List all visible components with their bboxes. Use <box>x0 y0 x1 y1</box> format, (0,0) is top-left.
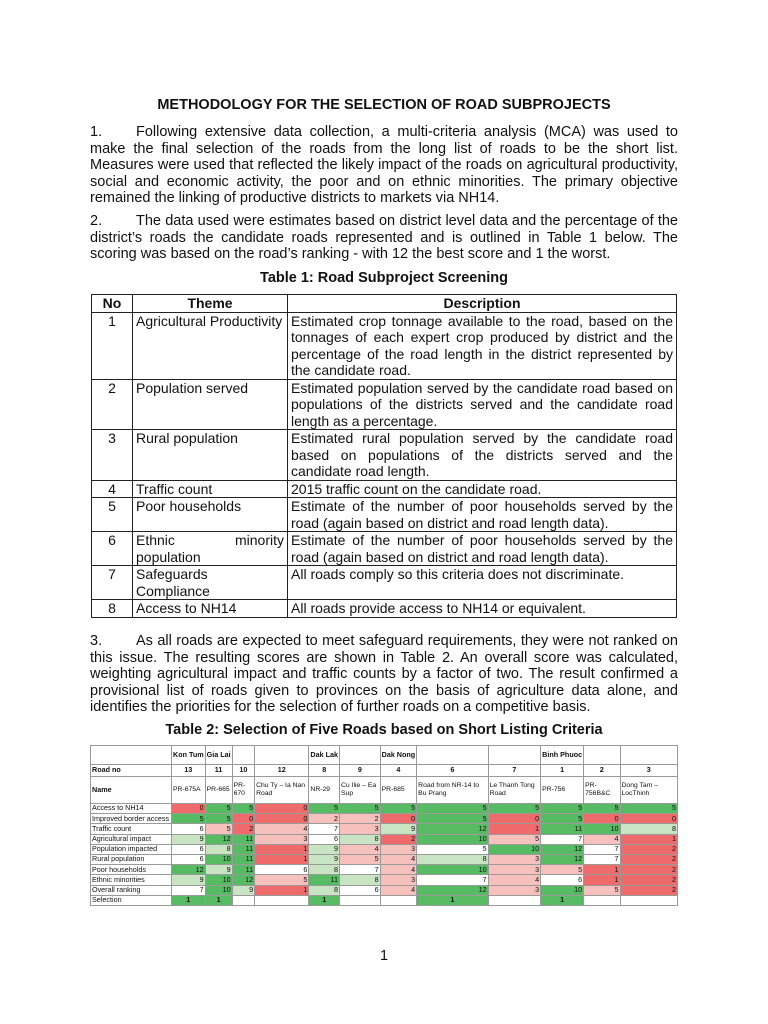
table-2-selection-cell: 1 <box>541 895 584 905</box>
table-1-row <box>92 600 677 618</box>
table-2-score-cell: 8 <box>417 854 488 864</box>
table-2-selection-label: Selection <box>91 895 172 905</box>
table-2-score-cell: 8 <box>340 875 381 885</box>
page-title: METHODOLOGY FOR THE SELECTION OF ROAD SUBPROJECTS <box>157 97 611 113</box>
table-2-criteria-label: Improved border access <box>91 814 172 824</box>
paragraph-2 <box>90 213 678 263</box>
table-2-score-cell: 5 <box>205 814 232 824</box>
table-1-row <box>92 312 677 379</box>
table-2-score-cell: 9 <box>309 854 340 864</box>
table-2-score-cell: 2 <box>380 834 417 844</box>
table-2-score-cell: 5 <box>417 814 488 824</box>
paragraph-1-text: Following extensive data collection, a multi-criteria analysis (MCA) was used to make the final selection of the roads from the long list of roads to be the short list. Measures were used that reflected the likely impact of the roads on agricultural productivity, social and economic activity, the poor and on ethnic minorities. The primary objective remained the linking of productive districts to markets via NH14. <box>90 124 678 206</box>
table-1-cell-no: 7 <box>92 566 133 600</box>
table-2-road-no-cell: 7 <box>488 765 541 777</box>
table-2-score-cell: 8 <box>620 824 678 834</box>
table-1-cell-theme: Rural population <box>133 430 288 481</box>
table-2-road-no-cell: 10 <box>232 765 255 777</box>
paragraph-1-number: 1. <box>90 124 103 140</box>
table-2-score-cell: 11 <box>232 844 255 854</box>
table-2-road-no-cell: 4 <box>380 765 417 777</box>
table-2-score-cell: 7 <box>584 844 620 854</box>
table-1-cell-description: Estimate of the number of poor households served by the road (again based on district and road length data). <box>288 498 677 532</box>
table-2-criteria-row <box>91 854 678 864</box>
table-2-road-no-label: Road no <box>91 765 172 777</box>
table-2-province-cell: Kon Tum <box>172 746 206 765</box>
table-2-score-cell: 0 <box>488 814 541 824</box>
table-2-road-name-cell: PR-756B&C <box>584 777 620 804</box>
table-2-province-cell: Binh Phuoc <box>541 746 584 765</box>
table-1-cell-theme: Safeguards Compliance <box>133 566 288 600</box>
table-2-criteria-label: Agricultural impact <box>91 834 172 844</box>
table-2-score-cell: 11 <box>232 834 255 844</box>
table-1-cell-theme: Poor households <box>133 498 288 532</box>
table-2-road-name-cell: PR-675A <box>172 777 206 804</box>
table-2-score-cell: 11 <box>541 824 584 834</box>
table-2-selection-cell <box>584 895 620 905</box>
table-2-score-cell: 6 <box>172 844 206 854</box>
table-2-province-cell <box>232 746 255 765</box>
table-2-score-cell: 3 <box>488 865 541 875</box>
paragraph-2-number: 2. <box>90 213 103 229</box>
table-1-cell-theme: Agricultural Productivity <box>133 312 288 379</box>
table-1-caption: Table 1: Road Subproject Screening <box>260 270 508 286</box>
table-2-score-cell: 7 <box>417 875 488 885</box>
table-2-selection-row <box>91 895 678 905</box>
table-2-road-name-cell: Dong Tam – LocThinh <box>620 777 678 804</box>
table-2-score-cell: 9 <box>205 865 232 875</box>
table-2-score-cell: 3 <box>380 875 417 885</box>
table-2-road-no-cell: 13 <box>172 765 206 777</box>
table-2-score-cell: 2 <box>232 824 255 834</box>
table-2-score-cell: 2 <box>620 854 678 864</box>
table-2-score-cell: 5 <box>205 804 232 814</box>
table-2-score-cell: 10 <box>205 875 232 885</box>
table-2-score-cell: 0 <box>255 814 309 824</box>
table-1-cell-description: Estimated rural population served by the candidate road based on populations of the districts served and the candidate road length. <box>288 430 677 481</box>
table-2-score-cell: 5 <box>488 804 541 814</box>
table-2-score-cell: 0 <box>255 804 309 814</box>
table-2-score-cell: 5 <box>380 804 417 814</box>
table-2-road-name-cell: Cu Ilie – Ea Sup <box>340 777 381 804</box>
table-2-score-cell: 1 <box>255 854 309 864</box>
table-2-score-cell: 7 <box>541 834 584 844</box>
page-number: 1 <box>379 948 389 964</box>
table-2-score-cell: 2 <box>620 844 678 854</box>
table-2-score-cell: 5 <box>584 804 620 814</box>
table-2-score-cell: 10 <box>205 885 232 895</box>
table-2-selection-cell <box>488 895 541 905</box>
table-2-score-cell: 0 <box>380 814 417 824</box>
table-2-score-cell: 1 <box>488 824 541 834</box>
table-2-score-cell: 0 <box>232 814 255 824</box>
table-1-cell-description: Estimated population served by the candidate road based on populations of the districts served and the candidate road length as a percentage. <box>288 379 677 430</box>
table-2-criteria-label: Poor households <box>91 865 172 875</box>
table-2-criteria-row <box>91 885 678 895</box>
table-2-score-cell: 12 <box>205 834 232 844</box>
table-2-road-name-cell: PR-685 <box>380 777 417 804</box>
table-1-row <box>92 430 677 481</box>
table-2-selection-cell: 1 <box>417 895 488 905</box>
table-2-score-cell: 5 <box>232 804 255 814</box>
road-selection-table <box>90 745 678 906</box>
table-2-province-cell <box>620 746 678 765</box>
table-2-score-cell: 5 <box>584 885 620 895</box>
table-1-cell-description: Estimated crop tonnage available to the road, based on the tonnages of each expert crop produced by district and the percentage of the road length in the district represented by the candidate road. <box>288 312 677 379</box>
table-2-road-name-cell: PR-756 <box>541 777 584 804</box>
table-2-score-cell: 5 <box>541 804 584 814</box>
table-2-score-cell: 4 <box>380 885 417 895</box>
table-1-row <box>92 379 677 430</box>
table-2-score-cell: 5 <box>417 804 488 814</box>
table-2-score-cell: 1 <box>584 875 620 885</box>
table-2-selection-cell <box>620 895 678 905</box>
table-1-cell-no: 5 <box>92 498 133 532</box>
table-2-score-cell: 5 <box>417 844 488 854</box>
table-2-score-cell: 10 <box>541 885 584 895</box>
table-2-selection-cell <box>232 895 255 905</box>
table-2-selection-cell <box>340 895 381 905</box>
table-2-score-cell: 3 <box>340 824 381 834</box>
table-2-score-cell: 7 <box>172 885 206 895</box>
table-1-cell-theme: Ethnic minority population <box>133 532 288 566</box>
table-2-score-cell: 4 <box>488 875 541 885</box>
table-2-score-cell: 5 <box>309 804 340 814</box>
table-2-score-cell: 0 <box>172 804 206 814</box>
table-1-cell-description: All roads provide access to NH14 or equivalent. <box>288 600 677 618</box>
table-2-score-cell: 0 <box>620 814 678 824</box>
table-2-score-cell: 4 <box>584 834 620 844</box>
table-2-province-cell <box>488 746 541 765</box>
table-2-corner-cell <box>91 746 172 765</box>
table-2-score-cell: 5 <box>172 814 206 824</box>
table-2-score-cell: 11 <box>232 854 255 864</box>
table-2-score-cell: 11 <box>232 865 255 875</box>
table-1-cell-no: 8 <box>92 600 133 618</box>
table-2-road-no-cell: 3 <box>620 765 678 777</box>
table-2-score-cell: 5 <box>541 865 584 875</box>
table-1-cell-theme: Population served <box>133 379 288 430</box>
table-1-cell-description: All roads comply so this criteria does not discriminate. <box>288 566 677 600</box>
road-screening-table <box>91 294 677 618</box>
table-2-criteria-row <box>91 804 678 814</box>
table-1-cell-description: Estimate of the number of poor households served by the road (again based on district and road length data). <box>288 532 677 566</box>
table-2-score-cell: 6 <box>340 885 381 895</box>
table-2-score-cell: 10 <box>488 844 541 854</box>
paragraph-3-number: 3. <box>90 633 103 649</box>
table-2-name-label: Name <box>91 777 172 804</box>
table-2-criteria-label: Overall ranking <box>91 885 172 895</box>
table-2-score-cell: 5 <box>340 854 381 864</box>
table-2-score-cell: 6 <box>172 824 206 834</box>
table-2-selection-cell: 1 <box>172 895 206 905</box>
table-2-score-cell: 6 <box>255 865 309 875</box>
table-2-score-cell: 9 <box>380 824 417 834</box>
table-2-score-cell: 4 <box>255 824 309 834</box>
table-2-score-cell: 6 <box>309 834 340 844</box>
table-2-score-cell: 4 <box>380 865 417 875</box>
table-2-province-cell <box>584 746 620 765</box>
table-2-score-cell: 9 <box>309 844 340 854</box>
table-2-score-cell: 3 <box>488 885 541 895</box>
table-2-score-cell: 2 <box>620 875 678 885</box>
table-2-score-cell: 8 <box>340 834 381 844</box>
table-2-selection-cell <box>380 895 417 905</box>
table-2-score-cell: 11 <box>309 875 340 885</box>
table-2-criteria-row <box>91 814 678 824</box>
table-2-criteria-row <box>91 844 678 854</box>
table-1-row <box>92 532 677 566</box>
table-2-score-cell: 6 <box>541 875 584 885</box>
table-2-score-cell: 8 <box>309 885 340 895</box>
table-1-row <box>92 566 677 600</box>
table-2-score-cell: 7 <box>309 824 340 834</box>
table-2-score-cell: 8 <box>205 844 232 854</box>
table-2-score-cell: 7 <box>340 865 381 875</box>
table-2-score-cell: 5 <box>620 804 678 814</box>
table-2-criteria-row <box>91 875 678 885</box>
table-2-road-no-cell: 8 <box>309 765 340 777</box>
table-2-score-cell: 5 <box>541 814 584 824</box>
table-2-name-row <box>91 777 678 804</box>
table-1-header-description: Description <box>288 295 677 313</box>
table-2-score-cell: 9 <box>172 875 206 885</box>
table-1-cell-no: 3 <box>92 430 133 481</box>
table-2-road-name-cell: NR-29 <box>309 777 340 804</box>
table-2-criteria-label: Rural population <box>91 854 172 864</box>
table-2-criteria-row <box>91 865 678 875</box>
table-1-cell-no: 4 <box>92 480 133 498</box>
table-2-score-cell: 4 <box>340 844 381 854</box>
table-2-province-cell: Dak Nong <box>380 746 417 765</box>
table-1-cell-description: 2015 traffic count on the candidate road. <box>288 480 677 498</box>
paragraph-3 <box>90 633 678 716</box>
table-1-header-row <box>92 295 677 313</box>
table-2-score-cell: 12 <box>172 865 206 875</box>
table-2-score-cell: 2 <box>340 814 381 824</box>
table-2-criteria-label: Ethnic minorities <box>91 875 172 885</box>
table-1-row <box>92 498 677 532</box>
table-2-road-no-cell: 12 <box>255 765 309 777</box>
paragraph-3-text: As all roads are expected to meet safeguard requirements, they were not ranked on this issue. The resulting scores are shown in Table 2. An overall score was calculated, weighting agricultural impact and traffic counts by a factor of two. The result confirmed a provisional list of roads given to provinces on the basis of agriculture data alone, and identifies the priorities for the selection of further roads on a competitive basis. <box>90 633 678 715</box>
table-2-road-name-cell: Chu Ty – Ia Nan Road <box>255 777 309 804</box>
table-2-score-cell: 3 <box>380 844 417 854</box>
table-2-score-cell: 10 <box>205 854 232 864</box>
table-1-header-theme: Theme <box>133 295 288 313</box>
table-2-score-cell: 1 <box>584 865 620 875</box>
table-2-score-cell: 9 <box>172 834 206 844</box>
table-1-cell-theme: Access to NH14 <box>133 600 288 618</box>
table-2-road-name-cell: Road from NR-14 to Bu Prang <box>417 777 488 804</box>
table-2-road-name-cell: Le Thanh Tong Road <box>488 777 541 804</box>
table-2-score-cell: 2 <box>309 814 340 824</box>
table-2-score-cell: 5 <box>340 804 381 814</box>
table-2-score-cell: 6 <box>172 854 206 864</box>
paragraph-1 <box>90 124 678 207</box>
table-1-row <box>92 480 677 498</box>
table-2-province-cell <box>417 746 488 765</box>
table-2-score-cell: 12 <box>417 885 488 895</box>
table-1-header-no: No <box>92 295 133 313</box>
table-2-score-cell: 5 <box>255 875 309 885</box>
table-2-score-cell: 4 <box>380 854 417 864</box>
table-2-score-cell: 10 <box>417 865 488 875</box>
table-2-score-cell: 10 <box>417 834 488 844</box>
table-2-selection-cell <box>255 895 309 905</box>
table-1-cell-no: 1 <box>92 312 133 379</box>
table-2-criteria-row <box>91 824 678 834</box>
table-2-score-cell: 12 <box>541 854 584 864</box>
table-2-road-name-cell: PR-670 <box>232 777 255 804</box>
table-2-score-cell: 0 <box>584 814 620 824</box>
table-2-score-cell: 5 <box>488 834 541 844</box>
table-2-score-cell: 5 <box>205 824 232 834</box>
table-2-score-cell: 12 <box>232 875 255 885</box>
table-2-score-cell: 7 <box>584 854 620 864</box>
table-2-road-no-cell: 11 <box>205 765 232 777</box>
table-2-road-name-cell: PR-665 <box>205 777 232 804</box>
table-2-road-no-cell: 2 <box>584 765 620 777</box>
table-2-score-cell: 2 <box>620 885 678 895</box>
table-2-criteria-label: Access to NH14 <box>91 804 172 814</box>
table-1-cell-no: 2 <box>92 379 133 430</box>
table-2-score-cell: 1 <box>620 834 678 844</box>
table-2-score-cell: 3 <box>255 834 309 844</box>
table-2-score-cell: 1 <box>255 844 309 854</box>
table-2-score-cell: 10 <box>584 824 620 834</box>
table-2-road-no-cell: 9 <box>340 765 381 777</box>
table-2-province-cell: Dak Lak <box>309 746 340 765</box>
table-2-province-cell <box>340 746 381 765</box>
table-2-province-cell: Gia Lai <box>205 746 232 765</box>
table-1-cell-no: 6 <box>92 532 133 566</box>
table-2-score-cell: 1 <box>255 885 309 895</box>
table-2-score-cell: 2 <box>620 865 678 875</box>
table-2-road-no-cell: 6 <box>417 765 488 777</box>
table-2-road-no-row <box>91 765 678 777</box>
table-2-score-cell: 8 <box>309 865 340 875</box>
table-2-criteria-label: Population impacted <box>91 844 172 854</box>
table-2-selection-cell: 1 <box>309 895 340 905</box>
table-2-criteria-row <box>91 834 678 844</box>
table-2-score-cell: 9 <box>232 885 255 895</box>
table-2-score-cell: 12 <box>417 824 488 834</box>
table-2-caption: Table 2: Selection of Five Roads based on Short Listing Criteria <box>165 722 603 738</box>
table-2-province-row <box>91 746 678 765</box>
table-2-score-cell: 12 <box>541 844 584 854</box>
table-2-province-cell <box>255 746 309 765</box>
table-2-selection-cell: 1 <box>205 895 232 905</box>
table-2-road-no-cell: 1 <box>541 765 584 777</box>
table-1-cell-theme: Traffic count <box>133 480 288 498</box>
paragraph-2-text: The data used were estimates based on district level data and the percentage of the district’s roads the candidate roads represented and is outlined in Table 1 below. The scoring was based on the road’s ranking - with 12 the best score and 1 the worst. <box>90 213 678 262</box>
table-2-score-cell: 3 <box>488 854 541 864</box>
table-2-criteria-label: Traffic count <box>91 824 172 834</box>
